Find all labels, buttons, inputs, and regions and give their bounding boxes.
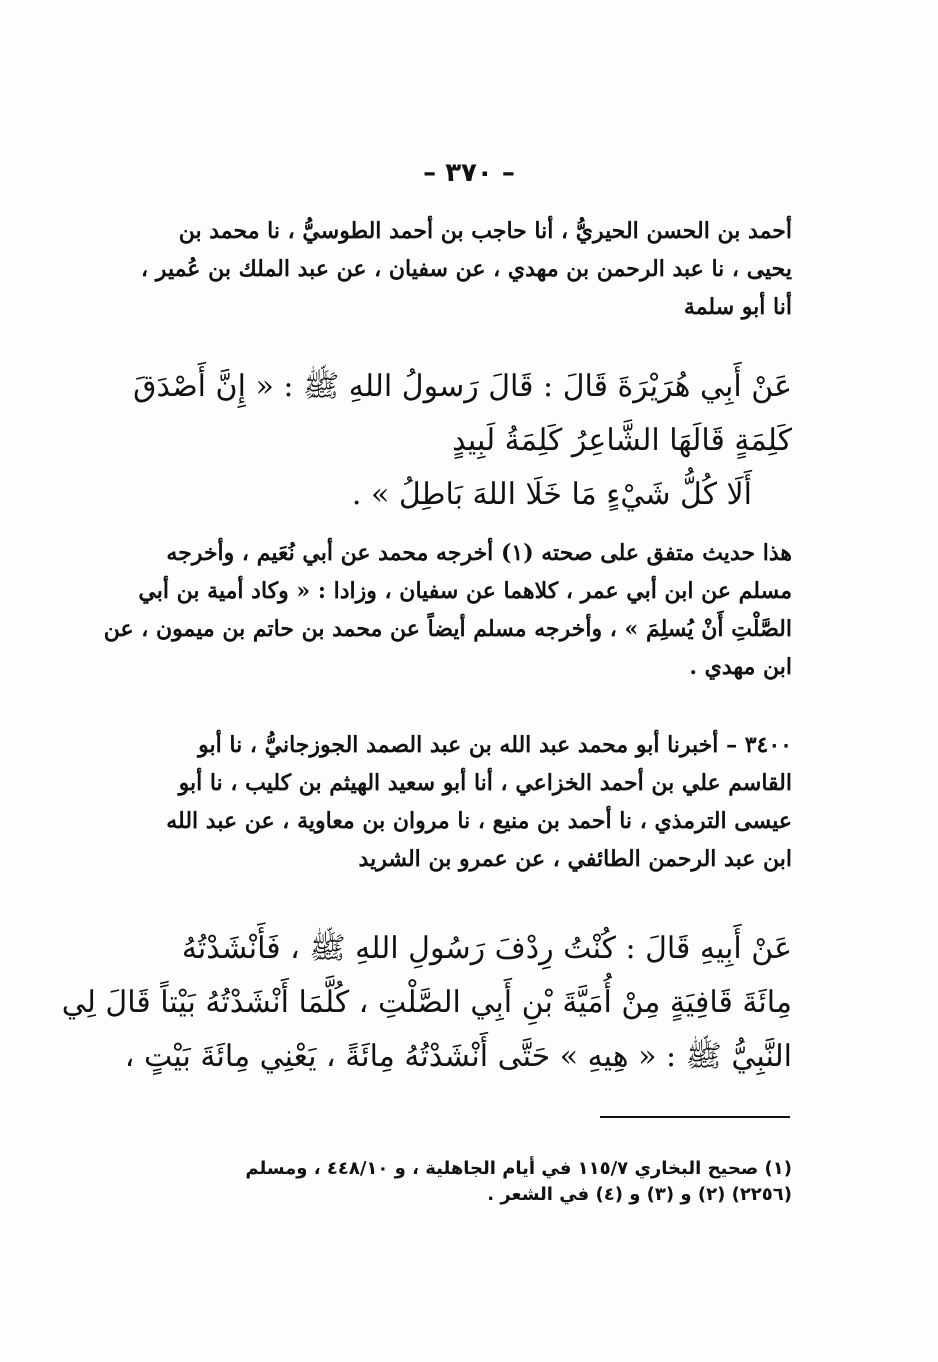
text-line: مِائَةَ قَافِيَةٍ مِنْ أُمَيَّةَ بْنِ أَبِي الصَّلْتِ ، كُلَّمَا أَنْشَدْتُهُ بَيْتاً قَالَ لِي — [61, 985, 792, 1020]
text-line: الصَّلْتِ أَنْ يُسلِمَ » ، وأخرجه مسلم أيضاً عن محمد بن حاتم بن ميمون ، عن — [103, 616, 792, 642]
sanad-paragraph-2 — [138, 726, 792, 878]
page-number: – ٣٧٠ – — [423, 158, 515, 188]
commentary-paragraph-1 — [103, 534, 792, 686]
text-line: هذا حديث متفق على صحته (١) أخرجه محمد عن أبي نُعَيم ، وأخرجه — [166, 540, 792, 566]
text-line: ٣٤٠٠ – أخبرنا أبو محمد عبد الله بن عبد الصمد الجوزجانيُّ ، نا أبو — [198, 732, 792, 758]
footnote-line: (٢٢٥٦) (٢) و (٣) و (٤) في الشعر . — [487, 1184, 792, 1205]
text-line: القاسم علي بن أحمد الخزاعي ، أنا أبو سعيد الهيثم بن كليب ، نا أبو — [178, 770, 792, 796]
text-line: النَّبِيُّ ﷺ : « هِيهِ » حَتَّى أَنْشَدْتُهُ مِائَةً ، يَعْنِي مِائَةَ بَيْتٍ ، — [124, 1039, 792, 1074]
text-line: كَلِمَةٍ قَالَهَا الشَّاعِرُ كَلِمَةُ لَبِيدٍ — [452, 423, 792, 458]
hadith-paragraph-1 — [133, 360, 792, 522]
hadith-paragraph-2 — [61, 922, 792, 1084]
footnote — [138, 1156, 792, 1208]
text-line: مسلم عن ابن أبي عمر ، كلاهما عن سفيان ، وزادا : « وكاد أمية بن أبي — [138, 578, 792, 604]
sanad-paragraph-1 — [138, 212, 792, 326]
text-line: يحيى ، نا عبد الرحمن بن مهدي ، عن سفيان ، عن عبد الملك بن عُمير ، — [141, 256, 792, 282]
text-line: أنا أبو سلمة — [683, 294, 792, 320]
text-line: عَنْ أَبِي هُرَيْرَةَ قَالَ : قَالَ رَسولُ اللهِ ﷺ : « إِنَّ أَصْدَقَ — [133, 369, 792, 404]
footnote-line: (١) صحيح البخاري ١١٥/٧ في أيام الجاهلية ، و ٤٤٨/١٠ ، ومسلم — [245, 1158, 792, 1179]
text-line: ابن مهدي . — [689, 654, 792, 680]
text-line: عَنْ أَبِيهِ قَالَ : كُنْتُ رِدْفَ رَسُولِ اللهِ ﷺ ، فَأَنْشَدْتُهُ — [181, 931, 792, 966]
text-line: أحمد بن الحسن الحيريُّ ، أنا حاجب بن أحمد الطوسيُّ ، نا محمد بن — [178, 218, 792, 244]
text-line: ابن عبد الرحمن الطائفي ، عن عمرو بن الشريد — [358, 846, 792, 872]
poetry-line: أَلَا كُلُّ شَيْءٍ مَا خَلَا اللهَ بَاطِلُ » . — [351, 477, 752, 512]
text-line: عيسى الترمذي ، نا أحمد بن منيع ، نا مروان بن معاوية ، عن عبد الله — [166, 808, 792, 834]
footnote-divider — [600, 1116, 790, 1118]
